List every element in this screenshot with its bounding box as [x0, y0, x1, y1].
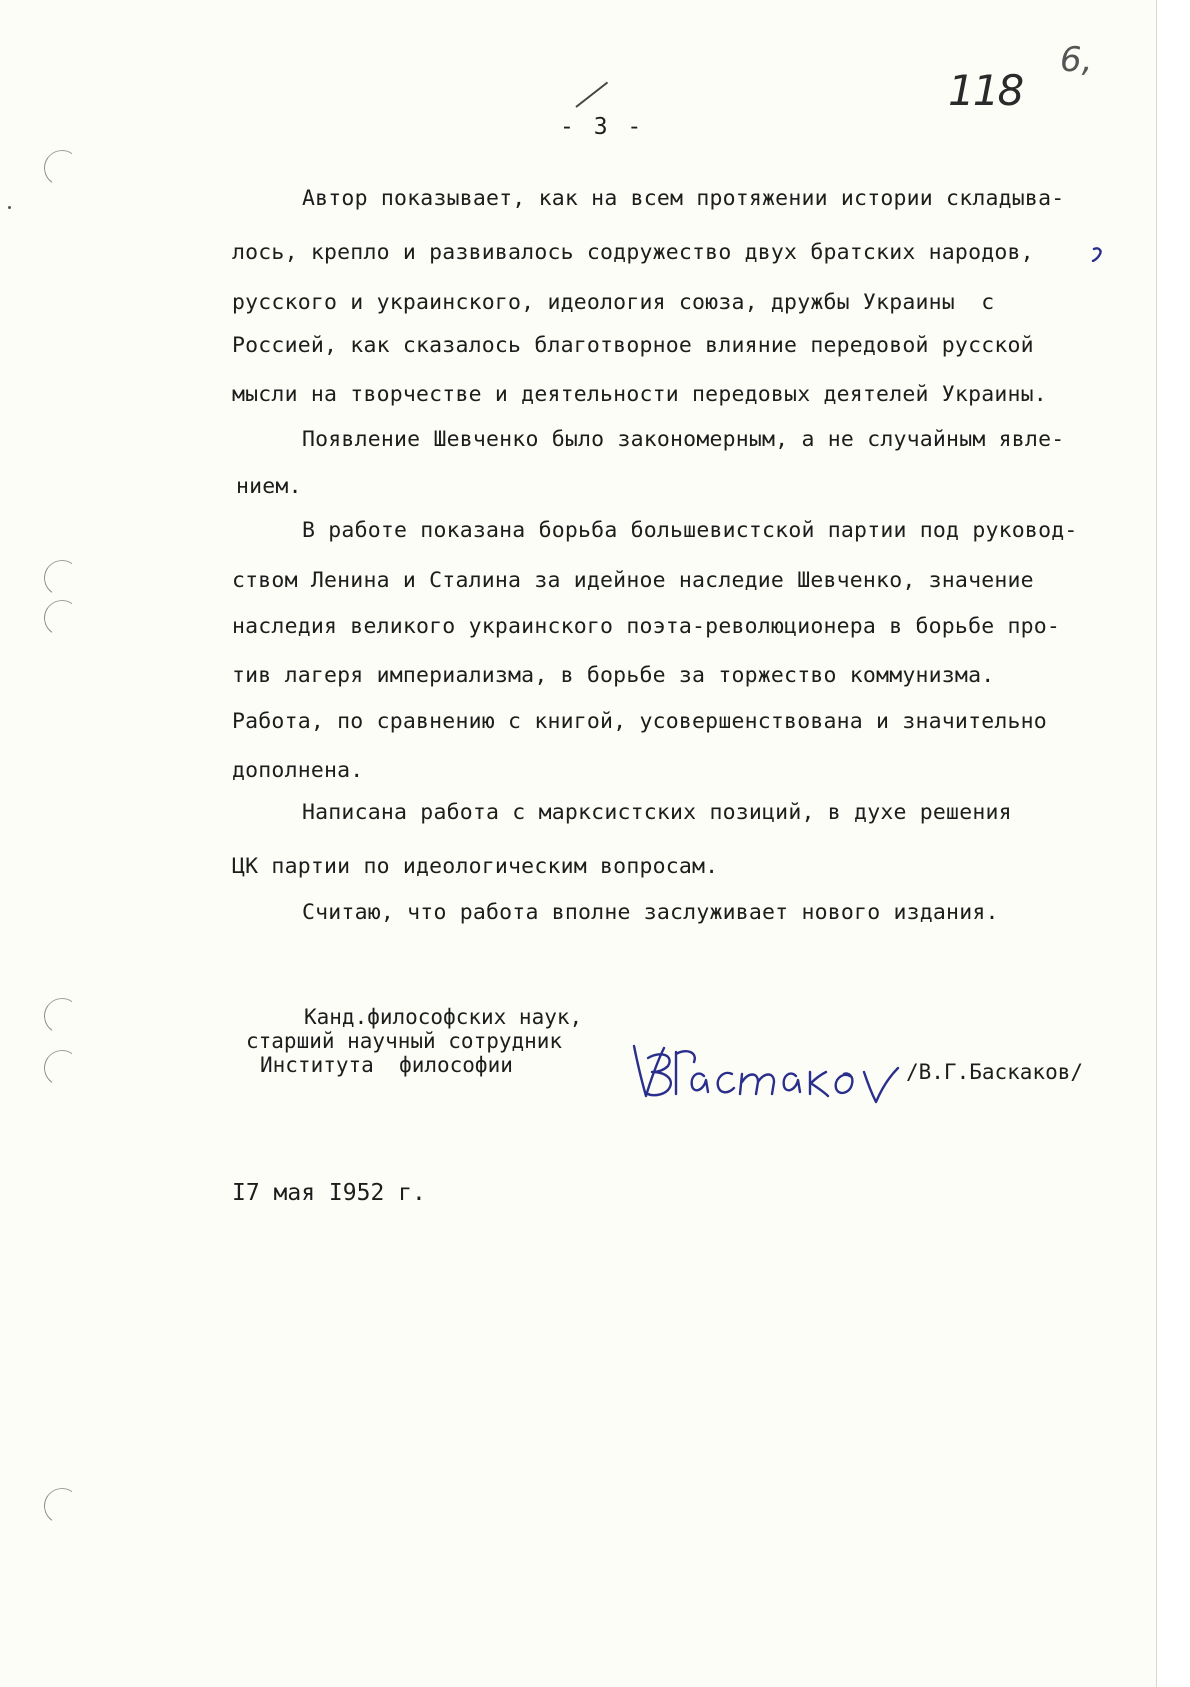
document-date: I7 мая I952 г.: [232, 1180, 426, 1206]
archive-letter: 6,: [1060, 40, 1093, 80]
punch-hole-mark: [41, 147, 83, 189]
margin-dot: [8, 206, 11, 209]
signer-degree: Канд.философских наук,: [304, 1005, 583, 1029]
signer-name: /В.Г.Баскаков/: [906, 1060, 1084, 1084]
body-line: Автор показывает, как на всем протяжении истории складыва-: [302, 186, 1065, 211]
body-line: ством Ленина и Сталина за идейное наследие Шевченко, значение: [232, 568, 1034, 593]
punch-hole-mark: [41, 1047, 83, 1089]
body-line: наследия великого украинского поэта-революционера в борьбе про-: [232, 614, 1061, 639]
body-line: тив лагеря империализма, в борьбе за торжество коммунизма.: [232, 663, 995, 688]
body-line: Россией, как сказалось благотворное влияние передовой русской: [232, 333, 1034, 358]
body-line: нием.: [236, 474, 302, 499]
body-line: В работе показана борьба большевистской партии под руковод-: [302, 518, 1078, 543]
page-number-strike: [575, 82, 608, 108]
punch-hole-mark: [41, 597, 83, 639]
punch-hole-mark: [41, 557, 83, 599]
signer-position: старший научный сотрудник: [246, 1029, 563, 1053]
body-line: Считаю, что работа вполне заслуживает нового издания.: [302, 900, 999, 925]
body-line: лось, крепло и развивалось содружество двух братских народов,: [232, 240, 1034, 265]
page-number: - 3 -: [560, 114, 645, 140]
body-line: Написана работа с марксистских позиций, в духе решения: [302, 800, 1012, 825]
body-line: Появление Шевченко было закономерным, а не случайным явле-: [302, 427, 1065, 452]
body-line: Работа, по сравнению с книгой, усовершенствована и значительно: [232, 709, 1047, 734]
ink-comma-mark: [1090, 246, 1110, 262]
body-line: мысли на творчестве и деятельности передовых деятелей Украины.: [232, 382, 1047, 407]
punch-hole-mark: [41, 995, 83, 1037]
body-line: русского и украинского, идеология союза, дружбы Украины с: [232, 290, 995, 315]
body-line: ЦК партии по идеологическим вопросам.: [232, 854, 719, 879]
page-edge: [1156, 0, 1190, 1687]
signer-institution: Института философии: [260, 1053, 513, 1077]
punch-hole-mark: [41, 1485, 83, 1527]
archive-number: 118: [948, 66, 1023, 115]
body-line: дополнена.: [232, 758, 364, 783]
handwritten-signature: [628, 1038, 918, 1108]
